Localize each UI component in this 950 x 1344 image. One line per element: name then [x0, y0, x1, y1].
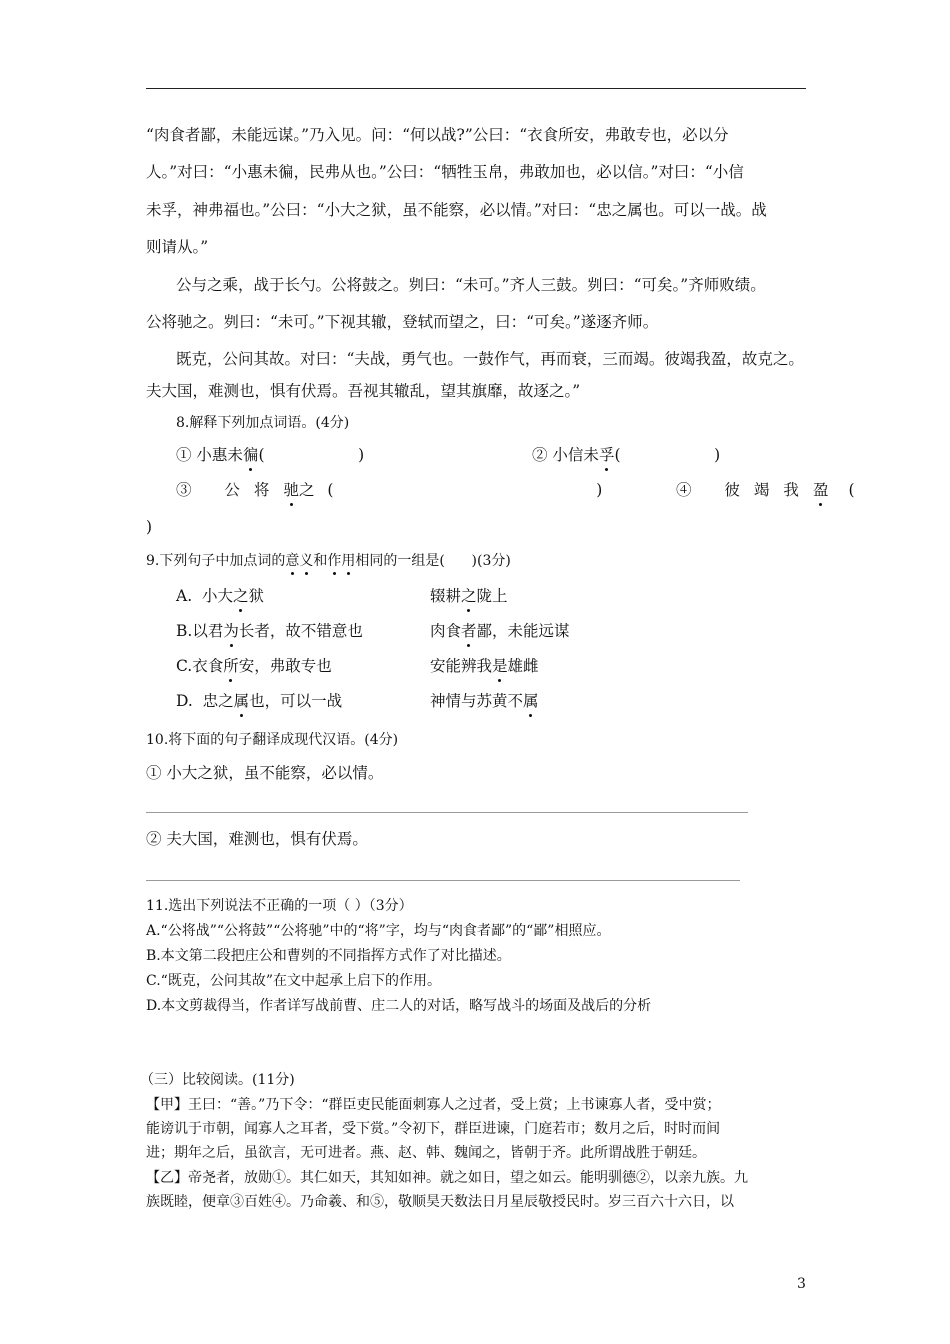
passage-jia-line: 进；期年之后，虽欲言，无可进者。燕、赵、韩、魏闻之，皆朝于齐。此所谓战胜于朝廷。	[146, 1145, 706, 1161]
passage-line: “肉食者鄙，未能远谋。”乃入见。问：“何以战?”公曰：“衣食所安，弗敢专也，必以分	[146, 126, 729, 144]
q9-option-b-left: B.以君为长者，故不错意也	[176, 622, 363, 640]
q9-option-c-left: C.衣食所安，弗敢专也	[176, 657, 332, 675]
section-3-title: （三）比较阅读。(11分)	[140, 1072, 295, 1088]
q8-item-1: ① 小惠未徧( )	[176, 446, 365, 464]
q11-option-a: A.“公将战”“公将鼓”“公将驰”中的“将”字，均与“肉食者鄙”的“鄙”相照应。	[146, 923, 611, 939]
passage-line: 公与之乘，战于长勺。公将鼓之。刿曰：“未可。”齐人三鼓。刿曰：“可矣。”齐师败绩。	[176, 276, 766, 294]
question-9-title: 9.下列句子中加点词的意义和作用相同的一组是( )(3分)	[146, 553, 511, 569]
q11-option-d: D.本文剪裁得当，作者详写战前曹、庄二人的对话，略写战斗的场面及战后的分析	[146, 998, 652, 1014]
passage-jia-line: 能谤讥于市朝，闻寡人之耳者，受下赏。”令初下，群臣进谏，门庭若市；数月之后，时时而间	[146, 1121, 721, 1137]
q11-option-c: C.“既克，公问其故”在文中起承上启下的作用。	[146, 973, 441, 989]
question-10-title: 10.将下面的句子翻译成现代汉语。(4分)	[146, 732, 399, 748]
passage-jia-line: 【甲】王曰：“善。”乃下令：“群臣吏民能面刺寡人之过者，受上赏；上书谏寡人者，受中赏；	[146, 1097, 721, 1113]
answer-line-1[interactable]	[146, 812, 748, 813]
q9-option-d-left: D. 忠之属也，可以一战	[176, 692, 343, 710]
page-number: 3	[797, 1276, 806, 1292]
q8-item-4: ④ 彼竭我盈 (	[676, 481, 855, 499]
q9-option-d-right: 神情与苏黄不属	[430, 692, 539, 710]
q10-sentence-1: ① 小大之狱，虽不能察，必以情。	[146, 764, 384, 782]
answer-line-2[interactable]	[146, 880, 740, 881]
q9-option-c-right: 安能辨我是雄雌	[430, 657, 539, 675]
passage-line: 既克，公问其故。对曰：“夫战，勇气也。一鼓作气，再而衰，三而竭。彼竭我盈，故克之。	[176, 350, 804, 368]
q9-option-b-right: 肉食者鄙，未能远谋	[430, 622, 570, 640]
q11-option-b: B.本文第二段把庄公和曹刿的不同指挥方式作了对比描述。	[146, 948, 511, 964]
q8-item-4-close: )	[146, 518, 153, 536]
passage-line: 夫大国，难测也，惧有伏焉。吾视其辙乱，望其旗靡，故逐之。”	[146, 382, 581, 400]
header-rule	[146, 88, 806, 89]
passage-line: 人。”对曰：“小惠未徧，民弗从也。”公曰：“牺牲玉帛，弗敢加也，必以信。”对曰：“小信	[146, 163, 744, 181]
passage-yi-line: 【乙】帝尧者，放勋①。其仁如天，其知如神。就之如日，望之如云。能明驯德②，以亲九族。九	[146, 1170, 748, 1186]
q8-item-3: ③ 公将驰之 ( )	[176, 481, 607, 499]
q8-item-2: ② 小信未孚( )	[532, 446, 721, 464]
passage-line: 未孚，神弗福也。”公曰：“小大之狱，虽不能察，必以情。”对曰：“忠之属也。可以一战。战	[146, 201, 767, 219]
question-8-title: 8.解释下列加点词语。(4分)	[176, 415, 350, 431]
q10-sentence-2: ② 夫大国，难测也，惧有伏焉。	[146, 830, 368, 848]
q9-option-a-right: 辍耕之陇上	[430, 587, 508, 605]
question-11-title: 11.选出下列说法不正确的一项（ ）（3分）	[146, 898, 413, 914]
passage-line: 则请从。”	[146, 238, 209, 256]
passage-line: 公将驰之。刿曰：“未可。”下视其辙，登轼而望之，曰：“可矣。”遂逐齐师。	[146, 313, 659, 331]
q9-option-a-left: A. 小大之狱	[176, 587, 265, 605]
passage-yi-line: 族既睦，便章③百姓④。乃命羲、和⑤，敬顺昊天数法日月星辰敬授民时。岁三百六十六日，以	[146, 1194, 734, 1210]
